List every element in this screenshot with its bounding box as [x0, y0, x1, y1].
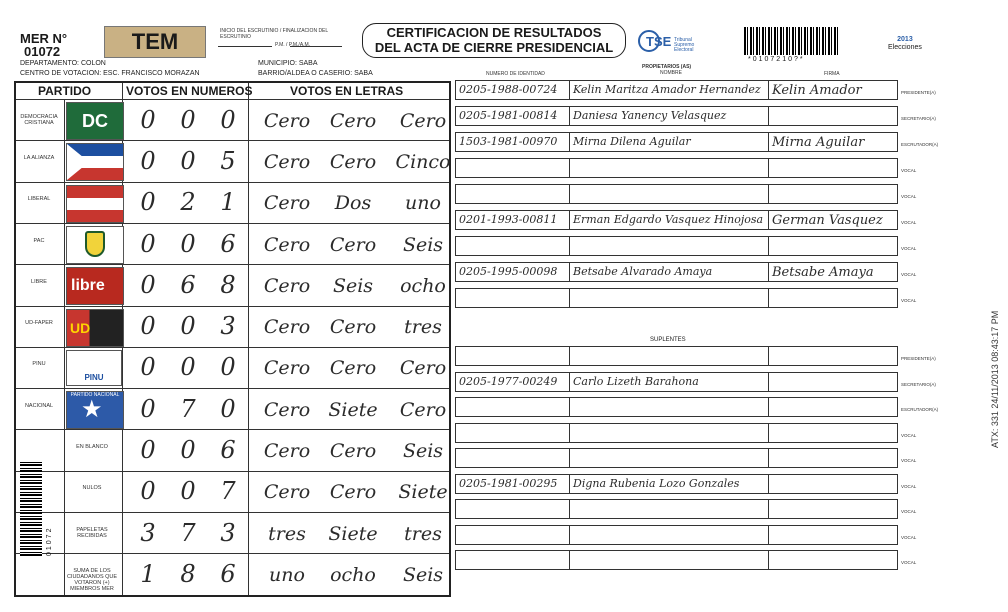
barrio-row: BARRIO/ALDEA O CASERIO: SABA	[258, 70, 373, 77]
row-name: Kelin Maritza Amador Hernandez	[573, 83, 761, 96]
signature-row	[455, 448, 898, 468]
signature-row	[455, 184, 898, 204]
votes-word: Cero	[263, 192, 311, 215]
votes-number-digit: 0	[180, 312, 196, 341]
votes-word: Cinco	[395, 150, 451, 173]
party-row	[16, 182, 449, 223]
party-logo-icon: PINU	[66, 350, 122, 386]
party-logo-icon	[66, 143, 124, 181]
mer-number: 01072	[24, 44, 61, 59]
votes-number-digit: 7	[180, 518, 196, 547]
votes-word: Cero	[263, 398, 311, 421]
signature-row	[455, 499, 898, 519]
party-row	[16, 99, 449, 140]
votes-word: Siete	[398, 481, 448, 504]
votes-number-digit: 0	[180, 105, 196, 134]
tse-text: TSE	[646, 34, 672, 49]
votes-word: Cero	[263, 357, 311, 380]
role-label: VOCAL	[901, 458, 917, 463]
votes-number-digit: 3	[140, 518, 156, 547]
votes-word: Cero	[329, 316, 377, 339]
votes-number-digit: 0	[140, 146, 156, 175]
votes-word: Cero	[263, 316, 311, 339]
signature-row	[455, 132, 898, 152]
party-row	[16, 553, 449, 594]
inicio-label: INICIO DEL ESCRUTINIO / FINALIZACION DEL ESCRUTINIO	[220, 28, 328, 40]
votes-number-digit: 0	[180, 477, 196, 506]
votes-word: Siete	[328, 398, 378, 421]
header-partido: PARTIDO	[38, 84, 92, 98]
signature-row	[455, 210, 898, 230]
votes-word: Cero	[263, 440, 311, 463]
row-name: Erman Edgardo Vasquez Hinojosa	[573, 213, 764, 226]
votes-number-digit: 2	[180, 188, 196, 217]
side-barcode	[20, 460, 42, 556]
votes-word: Cero	[329, 440, 377, 463]
votes-word: Cero	[329, 109, 377, 132]
role-label: VOCAL	[901, 509, 917, 514]
party-row	[16, 429, 449, 470]
party-row	[16, 140, 449, 181]
votes-number-digit: 6	[180, 270, 196, 299]
party-label: SUMA DE LOS CIUDADANOS QUE VOTARON (+) MIEMBROS MER	[66, 567, 118, 592]
signature-row	[455, 474, 898, 494]
votes-word: Cero	[263, 481, 311, 504]
row-sig: Kelin Amador	[772, 83, 862, 98]
role-label: VOCAL	[901, 168, 917, 173]
signature-row	[455, 158, 898, 178]
votes-word: Seis	[402, 440, 444, 463]
col-header-propietarios: PROPIETARIOS (AS)	[642, 64, 692, 70]
votes-number-digit: 6	[220, 559, 236, 588]
votes-number-digit: 0	[140, 477, 156, 506]
votes-word: Cero	[329, 481, 377, 504]
row-id: 0205-1995-00098	[459, 265, 558, 278]
role-label: VOCAL	[901, 298, 917, 303]
votes-word: ocho	[400, 274, 446, 297]
votes-number-digit: 0	[140, 188, 156, 217]
party-label: PINU	[32, 361, 46, 368]
party-logo-icon: DC	[66, 102, 124, 140]
votes-number-digit: 0	[220, 353, 236, 382]
votes-word: tres	[268, 522, 306, 545]
role-label: VOCAL	[901, 534, 917, 540]
signature-row	[455, 236, 898, 256]
votes-number-digit: 0	[180, 436, 196, 465]
party-label: UD-FAPER	[25, 320, 53, 327]
row-id: 1503-1981-00970	[459, 135, 558, 148]
party-row	[16, 223, 449, 264]
votes-number-digit: 3	[220, 518, 236, 547]
departamento-row: DEPARTAMENTO: COLON	[20, 60, 106, 67]
party-label: EN BLANCO	[76, 444, 108, 451]
role-label: VOCAL	[901, 194, 917, 199]
votes-word: Seis	[332, 274, 374, 297]
role-label: ESCRUTADOR(A)	[901, 142, 939, 147]
role-label: VOCAL	[901, 432, 917, 438]
votes-number-digit: 1	[140, 559, 156, 588]
votes-number-digit: 0	[180, 229, 196, 258]
row-id: 0205-1988-00724	[459, 83, 558, 96]
top-barcode-number: *0107210?*	[748, 56, 805, 63]
votes-word: uno	[269, 563, 305, 586]
row-sig: Mirna Aguilar	[772, 135, 865, 150]
votes-number-digit: 6	[220, 436, 236, 465]
row-name: Carlo Lizeth Barahona	[573, 374, 699, 388]
votes-word: Cero	[263, 233, 311, 256]
row-sig: German Vasquez	[772, 213, 883, 228]
municipio-value: SABA	[298, 60, 318, 67]
signature-row	[455, 346, 898, 366]
party-label: LIBRE	[31, 278, 47, 285]
role-label: SECRETARIO(A)	[901, 116, 936, 121]
mer-label: MER N° 01072	[20, 31, 68, 59]
tem-badge: TEM	[104, 26, 206, 58]
votes-number-digit: 7	[180, 394, 196, 423]
role-label: PRESIDENTE(A)	[901, 356, 936, 361]
votes-number-digit: 0	[220, 105, 236, 134]
row-id: 0205-1977-00249	[459, 374, 558, 388]
votes-word: Seis	[402, 563, 444, 586]
votes-number-digit: 8	[220, 270, 236, 299]
col-header-firma: FIRMA	[824, 71, 840, 77]
role-label: ESCRUTADOR(A)	[901, 407, 939, 412]
signature-row	[455, 397, 898, 417]
party-label: NULOS	[82, 485, 102, 492]
votes-table	[14, 81, 451, 597]
row-sig: Betsabe Amaya	[772, 265, 874, 280]
party-row	[16, 471, 449, 512]
row-name: Daniesa Yanency Velasquez	[573, 109, 727, 122]
suplentes-label: SUPLENTES	[650, 337, 686, 343]
party-label: DEMOCRACIA CRISTIANA	[20, 113, 58, 126]
inicio-line	[218, 46, 272, 47]
municipio-row: MUNICIPIO: SABA	[258, 60, 318, 67]
votes-number-digit: 0	[180, 353, 196, 382]
party-label: LA ALIANZA	[23, 154, 55, 161]
votes-number-digit: 7	[220, 477, 236, 506]
row-id: 0205-1981-00814	[459, 109, 558, 122]
votes-word: Cero	[263, 150, 311, 173]
votes-word: Cero	[399, 398, 447, 421]
side-barcode-number: 01072	[46, 526, 53, 556]
party-logo-icon: PARTIDO NACIONAL ★	[66, 391, 124, 429]
party-row	[16, 347, 449, 388]
role-label: SECRETARIO(A)	[901, 381, 936, 387]
signature-row	[455, 288, 898, 308]
party-label: LIBERAL	[27, 196, 51, 203]
signature-row	[455, 372, 898, 392]
party-label: PAC	[33, 237, 45, 244]
party-logo-icon	[66, 185, 124, 223]
votes-number-digit: 0	[140, 312, 156, 341]
elecciones-logo: 2013 Elecciones	[888, 36, 922, 51]
col-header-identidad: NUMERO DE IDENTIDAD	[486, 71, 545, 77]
votes-number-digit: 0	[140, 105, 156, 134]
barrio-value: SABA	[354, 70, 373, 77]
role-label: VOCAL	[901, 272, 917, 277]
fecha-label: P.M. / P.M./A.M.	[275, 42, 311, 48]
votes-number-digit: 0	[140, 436, 156, 465]
role-label: VOCAL	[901, 483, 917, 489]
votes-number-digit: 6	[220, 229, 236, 258]
votes-number-digit: 8	[180, 559, 196, 588]
votes-number-digit: 0	[140, 270, 156, 299]
votes-number-digit: 0	[140, 229, 156, 258]
departamento-value: COLON	[80, 60, 106, 67]
party-row	[16, 388, 449, 429]
signature-row	[455, 525, 898, 545]
party-row	[16, 512, 449, 553]
party-label: NACIONAL	[24, 402, 54, 409]
col-header-nombre: NOMBRE	[660, 70, 682, 76]
tse-logo	[636, 28, 696, 56]
signature-row	[455, 550, 898, 570]
votes-word: Cero	[329, 150, 377, 173]
votes-word: Siete	[328, 522, 378, 545]
party-label: PAPELETAS RECIBIDAS	[76, 526, 108, 539]
party-logo-icon: UD	[66, 309, 124, 347]
role-label: PRESIDENTE(A)	[901, 90, 936, 95]
votes-word: uno	[405, 192, 441, 215]
row-id: 0205-1981-00295	[459, 476, 558, 490]
votes-number-digit: 0	[140, 353, 156, 382]
tse-subtitle: Tribunal Supremo Electoral	[674, 37, 695, 53]
side-timestamp: ATX: 331 24/11/2013 08:43:17 PM	[990, 310, 1000, 448]
row-name: Digna Rubenia Lozo Gonzales	[573, 476, 740, 490]
votes-number-digit: 0	[140, 394, 156, 423]
role-label: VOCAL	[901, 246, 917, 251]
votes-number-digit: 1	[220, 188, 236, 217]
votes-word: Dos	[334, 192, 372, 215]
votes-word: tres	[404, 522, 442, 545]
votes-word: tres	[404, 316, 442, 339]
party-logo-icon: libre	[66, 267, 124, 305]
signature-row	[455, 262, 898, 282]
centro-row: CENTRO DE VOTACION: ESC. FRANCISCO MORAZAN	[20, 70, 200, 77]
party-row	[16, 306, 449, 347]
votes-word: Seis	[402, 233, 444, 256]
signature-row	[455, 106, 898, 126]
document-title: CERTIFICACION DE RESULTADOS DEL ACTA DE CIERRE PRESIDENCIAL	[362, 23, 626, 58]
party-logo-icon	[66, 226, 124, 264]
votes-word: Cero	[399, 109, 447, 132]
votes-word: Cero	[329, 233, 377, 256]
votes-word: Cero	[329, 357, 377, 380]
role-label: VOCAL	[901, 220, 917, 225]
votes-number-digit: 0	[220, 394, 236, 423]
votes-word: ocho	[330, 563, 376, 586]
votes-number-digit: 3	[220, 312, 236, 341]
header-votos-letras: VOTOS EN LETRAS	[290, 84, 404, 98]
party-row	[16, 264, 449, 305]
votes-word: Cero	[263, 109, 311, 132]
row-name: Betsabe Alvarado Amaya	[573, 265, 713, 278]
top-barcode	[744, 27, 840, 55]
centro-value: ESC. FRANCISCO MORAZAN	[103, 70, 200, 77]
header-votos-numeros: VOTOS EN NUMEROS	[126, 84, 253, 98]
votes-word: Cero	[263, 274, 311, 297]
signature-row	[455, 80, 898, 100]
row-name: Mirna Dilena Aguilar	[573, 135, 691, 148]
signature-row	[455, 423, 898, 443]
row-id: 0201-1993-00811	[459, 213, 558, 226]
votes-number-digit: 5	[220, 146, 236, 175]
votes-number-digit: 0	[180, 146, 196, 175]
votes-word: Cero	[399, 357, 447, 380]
role-label: VOCAL	[901, 560, 917, 565]
